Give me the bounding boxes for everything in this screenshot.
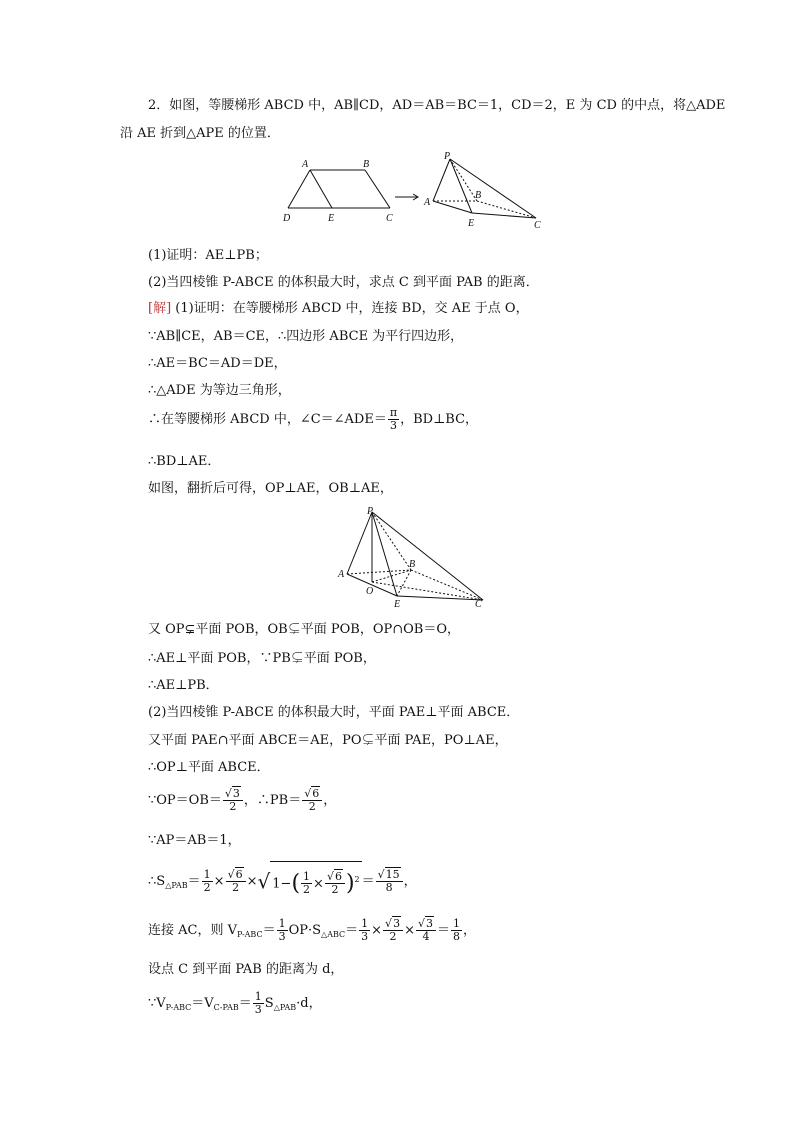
solution-line-9: ∴AE⊥平面 POB，∵PB⊊平面 POB， — [148, 651, 376, 666]
arrow — [395, 194, 418, 200]
pyr-label-c: C — [534, 220, 541, 231]
solution-line-2: ∵AB∥CE，AB＝CE，∴四边形 ABCE 为平行四边形， — [148, 329, 464, 344]
trap-label-c: C — [386, 213, 393, 224]
fig2-label-a: A — [338, 569, 345, 580]
solution-line-3: ∴AE＝BC＝AD＝DE， — [148, 356, 287, 371]
solution-tag: [解] — [148, 301, 172, 316]
problem-line-1: 2．如图，等腰梯形 ABCD 中，AB∥CD，AD＝AB＝BC＝1，CD＝2，E 为 CD 的中点，将△ADE — [148, 98, 726, 113]
s5-text-b: ，BD⊥BC， — [400, 412, 479, 427]
solution-line-16: $\therefore S_{\triangle PAB}=$ $\frac{1}{2}$ × $\frac{√6}{2}$ ×√ 1−( $\frac{1}{2}$ × $\frac{√6}{2}$ )$^2$ ＝ $\frac{√15}{8}$ ， — [148, 861, 417, 904]
solution-line-5 — [148, 406, 478, 434]
fig2-label-o: O — [366, 586, 374, 597]
solution-line-18: 设点 C 到平面 PAB 的距离为 d， — [148, 962, 344, 977]
s19-a: ∵V — [148, 996, 166, 1011]
s16-a: ∴S — [148, 874, 166, 890]
fig2-label-p: P — [367, 506, 374, 517]
solution-line-12: 又平面 PAE∩平面 ABCE＝AE，PO⊊平面 PAE，PO⊥AE， — [148, 733, 508, 748]
solution-line-10: ∴AE⊥PB． — [148, 678, 219, 693]
trapezoid — [288, 170, 390, 208]
problem-line-2: 沿 AE 折到△APE 的位置． — [120, 126, 280, 141]
solution-line-1 — [148, 301, 529, 317]
solution-line-19: $\because V_{P-ABC}=V_{C-PAB}=$ $\frac{1}{3}$ $S_{\triangle PAB}\cdot d$， — [148, 990, 322, 1016]
figure-folded-pyramid — [335, 504, 495, 614]
figure-trapezoid-fold — [280, 150, 550, 232]
fig2-label-b: B — [409, 559, 416, 570]
s14-c: ， — [323, 793, 337, 808]
solution-line-14 — [148, 786, 336, 816]
solution-line-8: 又 OP⊊平面 POB，OB⊊平面 POB，OP∩OB＝O， — [148, 622, 460, 637]
solution-line-15: ∵AP＝AB＝1， — [148, 833, 241, 848]
question-1: (1)证明：AE⊥PB； — [148, 248, 268, 263]
question-2: (2)当四棱锥 P-ABCE 的体积最大时，求点 C 到平面 PAB 的距离． — [148, 275, 539, 290]
frac-sqrt6-over-2: $\frac{√6}{2}$ — [302, 788, 322, 813]
trap-label-a: A — [302, 159, 309, 170]
pyr-label-e: E — [468, 218, 475, 229]
frac-sqrt6-2: $\frac{√6}{2}$ — [226, 869, 246, 894]
trap-label-d: D — [283, 213, 291, 224]
s5-text-a: ∴在等腰梯形 ABCD 中，∠C＝∠ADE＝ — [148, 412, 387, 427]
solution-line-13: ∴OP⊥平面 ABCE． — [148, 760, 270, 775]
solution-line-11: (2)当四棱锥 P-ABCE 的体积最大时，平面 PAE⊥平面 ABCE． — [148, 705, 520, 720]
fig2-label-c: C — [475, 599, 482, 610]
fig2-label-e: E — [394, 599, 401, 610]
solution-line-7: 如图，翻折后可得，OP⊥AE，OB⊥AE， — [148, 481, 393, 496]
big-radical: 1−( $\frac{1}{2}$ × $\frac{√6}{2}$ )$^2$ — [270, 861, 361, 902]
trap-label-e: E — [328, 213, 335, 224]
s17-a: 连接 AC，则 V — [148, 923, 237, 938]
s14-a: ∵OP＝OB＝ — [148, 793, 222, 808]
s16-b: ＝ — [187, 874, 201, 890]
solution-line-4: ∴△ADE 为等边三角形， — [148, 383, 291, 398]
solution-line-17: 连接 AC，则 $V_{P-ABC}=$ $\frac{1}{3}$ $OP\cdot S_{\triangle ABC}=$ $\frac{1}{3}$ × $\frac{√3}{2}$ × $\frac{√3}{4}$ ＝ $\frac{1}{8}$ ， — [148, 917, 477, 943]
pyr-label-b: B — [475, 190, 482, 201]
s16-sub: △PAB — [165, 881, 188, 891]
pyr-label-a: A — [424, 197, 431, 208]
trap-label-b: B — [363, 159, 370, 170]
s14-b: ，∴PB＝ — [243, 793, 302, 808]
solution-line-6: ∴BD⊥AE． — [148, 454, 221, 469]
frac-sqrt15-8: $\frac{√15}{8}$ — [376, 869, 403, 894]
solution-s1: (1)证明：在等腰梯形 ABCD 中，连接 BD，交 AE 于点 O， — [175, 301, 529, 316]
frac-sqrt3-over-2: $\frac{√3}{2}$ — [223, 788, 243, 813]
frac-1-2: $\frac{1}{2}$ — [203, 868, 211, 895]
pyramid — [433, 159, 536, 218]
pi-over-3: $\frac{\pi}{3}$ — [389, 406, 398, 432]
pyr-label-p: P — [444, 151, 451, 162]
